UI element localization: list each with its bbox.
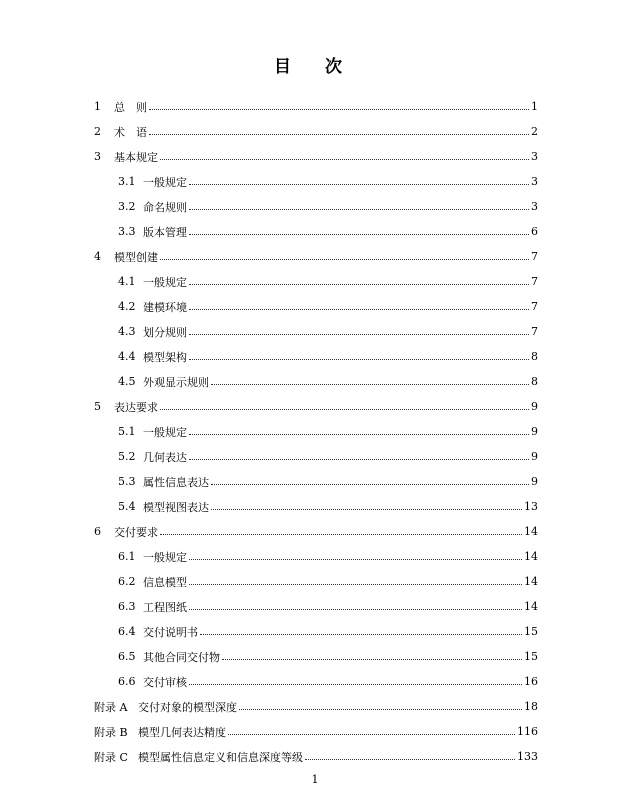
dot-leader xyxy=(211,384,529,385)
toc-entry-number: 4.2 xyxy=(118,300,136,313)
dot-leader xyxy=(149,134,529,135)
dot-leader xyxy=(211,484,529,485)
toc-entry-number: 6.6 xyxy=(118,675,136,688)
toc-entry-label: 信息模型 xyxy=(143,575,187,589)
toc-entry-number: 4 xyxy=(94,250,101,263)
toc-entry[interactable] xyxy=(94,444,538,469)
dot-leader xyxy=(189,334,529,335)
toc-entry-page: 15 xyxy=(524,650,538,663)
toc-entry-number: 附录 A xyxy=(94,700,128,714)
toc-entry-number: 6 xyxy=(94,525,101,538)
toc-entry-label: 其他合同交付物 xyxy=(143,650,220,664)
dot-leader xyxy=(189,459,529,460)
toc-entry-number: 5.4 xyxy=(118,500,136,513)
toc-entry-page: 18 xyxy=(524,700,538,713)
toc-entry-page: 15 xyxy=(524,625,538,638)
toc-entry-number: 5.3 xyxy=(118,475,136,488)
dot-leader xyxy=(189,609,522,610)
toc-entry-label: 划分规则 xyxy=(143,325,187,339)
toc-entry[interactable] xyxy=(94,319,538,344)
toc-entry-number: 附录 B xyxy=(94,725,128,739)
toc-entry-page: 16 xyxy=(524,675,538,688)
toc-entry[interactable] xyxy=(94,344,538,369)
toc-entry[interactable] xyxy=(94,144,538,169)
toc-entry-label: 模型属性信息定义和信息深度等级 xyxy=(138,750,303,764)
dot-leader xyxy=(200,634,522,635)
toc-entry-page: 1 xyxy=(531,100,538,113)
toc-entry-label: 术 语 xyxy=(114,125,147,139)
toc-entry-page: 9 xyxy=(531,475,538,488)
dot-leader xyxy=(222,659,522,660)
toc-entry-label: 属性信息表达 xyxy=(143,475,209,489)
toc-entry-number: 6.3 xyxy=(118,600,136,613)
toc-title: 目 次 xyxy=(274,57,356,77)
toc-entry[interactable] xyxy=(94,719,538,744)
dot-leader xyxy=(189,209,529,210)
toc-entry-number: 4.3 xyxy=(118,325,136,338)
toc-entry-number: 6.4 xyxy=(118,625,136,638)
toc-entry-label: 工程图纸 xyxy=(143,600,187,614)
toc-entry-label: 版本管理 xyxy=(143,225,187,239)
toc-entry-page: 8 xyxy=(531,375,538,388)
toc-entry-page: 7 xyxy=(531,325,538,338)
toc-entry-number: 3.3 xyxy=(118,225,136,238)
toc-entry-number: 4.1 xyxy=(118,275,136,288)
toc-entry-label: 总 则 xyxy=(114,100,147,114)
toc-entry[interactable] xyxy=(94,219,538,244)
toc-entry-number: 3.2 xyxy=(118,200,136,213)
toc-entry-label: 交付审核 xyxy=(143,675,187,689)
toc-entry-number: 4.5 xyxy=(118,375,136,388)
toc-entry[interactable] xyxy=(94,619,538,644)
dot-leader xyxy=(228,734,515,735)
toc-entry-number: 附录 C xyxy=(94,750,128,764)
toc-entry[interactable] xyxy=(94,269,538,294)
toc-entry[interactable] xyxy=(94,194,538,219)
dot-leader xyxy=(149,109,529,110)
toc-entry-label: 模型几何表达精度 xyxy=(138,725,226,739)
toc-entry-page: 7 xyxy=(531,275,538,288)
toc-entry-page: 13 xyxy=(524,500,538,513)
toc-entry-label: 模型创建 xyxy=(114,250,158,264)
toc-entry[interactable] xyxy=(94,94,538,119)
toc-entry-page: 9 xyxy=(531,400,538,413)
dot-leader xyxy=(189,309,529,310)
toc-entry-page: 7 xyxy=(531,300,538,313)
toc-entry-label: 交付说明书 xyxy=(143,625,198,639)
toc-entry-page: 7 xyxy=(531,250,538,263)
toc-entry-number: 6.2 xyxy=(118,575,136,588)
toc-entry[interactable] xyxy=(94,119,538,144)
dot-leader xyxy=(189,684,522,685)
toc-entry[interactable] xyxy=(94,369,538,394)
dot-leader xyxy=(211,509,522,510)
toc-entry[interactable] xyxy=(94,294,538,319)
table-of-contents xyxy=(94,94,538,769)
toc-entry-label: 模型架构 xyxy=(143,350,187,364)
toc-entry-label: 几何表达 xyxy=(143,450,187,464)
toc-entry-page: 3 xyxy=(531,175,538,188)
toc-entry-page: 3 xyxy=(531,200,538,213)
toc-entry[interactable] xyxy=(94,169,538,194)
toc-entry-page: 14 xyxy=(524,575,538,588)
toc-entry[interactable] xyxy=(94,469,538,494)
dot-leader xyxy=(189,184,529,185)
toc-entry-label: 模型视图表达 xyxy=(143,500,209,514)
toc-entry-page: 9 xyxy=(531,450,538,463)
dot-leader xyxy=(160,259,529,260)
toc-entry-page: 3 xyxy=(531,150,538,163)
toc-entry-page: 133 xyxy=(517,750,538,763)
toc-entry-number: 4.4 xyxy=(118,350,136,363)
dot-leader xyxy=(305,759,515,760)
toc-entry-number: 6.5 xyxy=(118,650,136,663)
toc-entry-label: 建模环境 xyxy=(143,300,187,314)
dot-leader xyxy=(160,159,529,160)
toc-entry-page: 2 xyxy=(531,125,538,138)
toc-entry[interactable] xyxy=(94,544,538,569)
toc-entry[interactable] xyxy=(94,694,538,719)
dot-leader xyxy=(189,234,529,235)
toc-entry[interactable] xyxy=(94,419,538,444)
toc-entry-label: 外观显示规则 xyxy=(143,375,209,389)
toc-entry-number: 3.1 xyxy=(118,175,136,188)
dot-leader xyxy=(189,584,522,585)
toc-entry-number: 5.2 xyxy=(118,450,136,463)
toc-entry-label: 一般规定 xyxy=(143,425,187,439)
toc-entry-number: 5 xyxy=(94,400,101,413)
dot-leader xyxy=(239,709,522,710)
toc-entry-label: 基本规定 xyxy=(114,150,158,164)
toc-entry-page: 8 xyxy=(531,350,538,363)
toc-entry-label: 一般规定 xyxy=(143,175,187,189)
toc-entry-page: 9 xyxy=(531,425,538,438)
dot-leader xyxy=(160,534,522,535)
toc-entry[interactable] xyxy=(94,244,538,269)
toc-entry-page: 6 xyxy=(531,225,538,238)
dot-leader xyxy=(189,284,529,285)
toc-entry-label: 一般规定 xyxy=(143,275,187,289)
dot-leader xyxy=(189,359,529,360)
dot-leader xyxy=(189,434,529,435)
toc-entry-label: 交付要求 xyxy=(114,525,158,539)
toc-entry[interactable] xyxy=(94,394,538,419)
toc-entry-page: 14 xyxy=(524,600,538,613)
toc-entry-page: 14 xyxy=(524,550,538,563)
dot-leader xyxy=(160,409,529,410)
toc-entry-page: 116 xyxy=(517,725,538,738)
toc-entry-label: 命名规则 xyxy=(143,200,187,214)
toc-entry-number: 5.1 xyxy=(118,425,136,438)
toc-entry-number: 1 xyxy=(94,100,101,113)
toc-entry[interactable] xyxy=(94,744,538,769)
toc-entry-number: 2 xyxy=(94,125,101,138)
toc-entry-label: 一般规定 xyxy=(143,550,187,564)
toc-entry[interactable] xyxy=(94,494,538,519)
toc-entry[interactable] xyxy=(94,644,538,669)
toc-entry-label: 表达要求 xyxy=(114,400,158,414)
toc-entry[interactable] xyxy=(94,594,538,619)
toc-entry-number: 6.1 xyxy=(118,550,136,563)
dot-leader xyxy=(189,559,522,560)
page-number: 1 xyxy=(311,773,319,786)
toc-entry[interactable] xyxy=(94,569,538,594)
toc-entry[interactable] xyxy=(94,519,538,544)
toc-entry[interactable] xyxy=(94,669,538,694)
toc-entry-label: 交付对象的模型深度 xyxy=(138,700,237,714)
toc-entry-number: 3 xyxy=(94,150,101,163)
toc-entry-page: 14 xyxy=(524,525,538,538)
